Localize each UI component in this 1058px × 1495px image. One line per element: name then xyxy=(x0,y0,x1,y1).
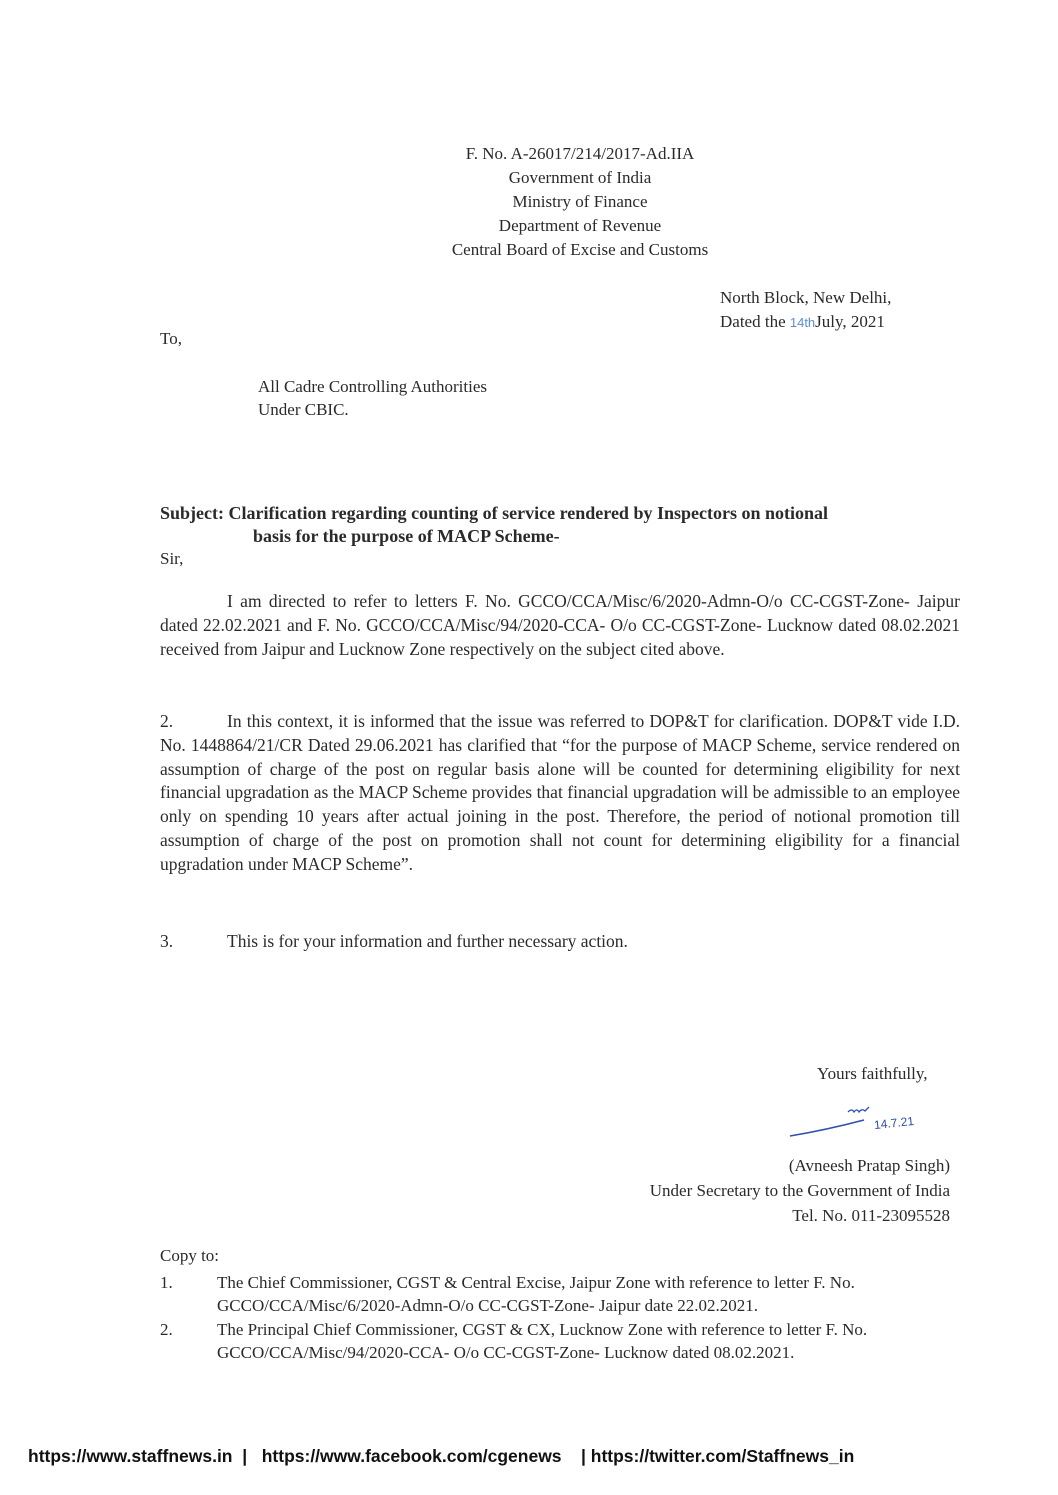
board: Central Board of Excise and Customs xyxy=(451,240,709,259)
paragraph-1: I am directed to refer to letters F. No. GCCO/CCA/Misc/6/2020-Admn-O/o CC-CGST-Zone- Jaipur dated 22.02.2021 and F. No. GCCO/CCA/Misc/94/2020-CCA- O/o CC-CGST-Zone- Lucknow dated 08.02.2021 received from Jaipur and Lucknow Zone respectively on the subject cited above. xyxy=(160,591,960,659)
paragraph-3 xyxy=(160,930,960,954)
signature-scribble-icon xyxy=(786,1098,956,1143)
copy-item xyxy=(160,1271,950,1318)
date-suffix: July, 2021 xyxy=(815,312,885,331)
handwritten-date: 14th xyxy=(789,315,816,330)
footer-links xyxy=(28,1446,854,1467)
place: North Block, New Delhi, xyxy=(720,288,892,307)
addressee xyxy=(258,375,487,421)
paragraph-text: In this context, it is informed that the issue was referred to DOP&T for clarification. DOP&T vide I.D. No. 1448864/21/CR Dated 29.06.2021 has clarified that “for the purpose of MACP Scheme, service rendered on assumption of charge of the post on regular basis alone will be counted for determining eligibility for next financial upgradation as the MACP Scheme provides that financial upgradation will be admissible to an employee only on spending 10 years after actual joining in the post. Therefore, the period of notional promotion till assumption of charge of the post on promotion shall not count for determining eligibility for a financial upgradation under MACP Scheme”. xyxy=(160,711,960,874)
copy-item xyxy=(160,1318,950,1365)
letter-header xyxy=(300,142,860,262)
signatory-block xyxy=(650,1153,950,1228)
subject xyxy=(160,502,965,548)
signature-date: 14.7.21 xyxy=(873,1113,915,1133)
paragraph-2 xyxy=(160,710,960,877)
subject-line-2: basis for the purpose of MACP Scheme- xyxy=(253,526,560,546)
paragraph-text: This is for your information and further necessary action. xyxy=(227,931,628,951)
department: Department of Revenue xyxy=(498,216,662,235)
footer-link-facebook[interactable]: https://www.facebook.com/cgenews xyxy=(261,1446,562,1466)
ministry: Ministry of Finance xyxy=(512,192,648,211)
file-number: F. No. A-26017/214/2017-Ad.IIA xyxy=(465,144,695,163)
footer-link-staffnews[interactable]: https://www.staffnews.in xyxy=(28,1446,233,1466)
closing: Yours faithfully, xyxy=(817,1064,928,1083)
paragraph-number: 3. xyxy=(160,931,174,951)
subject-label: Subject: xyxy=(160,503,224,523)
copy-item-number: 1. xyxy=(160,1272,173,1292)
footer-link-twitter[interactable]: https://twitter.com/Staffnews_in xyxy=(590,1446,855,1466)
separator: | xyxy=(561,1446,591,1466)
addressee-line: Under CBIC. xyxy=(258,400,349,419)
signatory-tel: Tel. No. 011-23095528 xyxy=(792,1206,950,1225)
signatory-designation: Under Secretary to the Government of India xyxy=(649,1181,950,1200)
copy-to-label: Copy to: xyxy=(160,1246,220,1265)
signature xyxy=(786,1098,956,1143)
copy-to xyxy=(160,1244,950,1365)
copy-item-text: The Chief Commissioner, CGST & Central Excise, Jaipur Zone with reference to letter F. No. GCCO/CCA/Misc/6/2020-Admn-O/o CC-CGST-Zone- Jaipur date 22.02.2021. xyxy=(217,1272,855,1315)
addressee-line: All Cadre Controlling Authorities xyxy=(258,377,488,396)
paragraph-number: 2. xyxy=(160,711,174,731)
date-line xyxy=(720,310,885,335)
copy-item-number: 2. xyxy=(160,1319,173,1339)
signatory-name: (Avneesh Pratap Singh) xyxy=(788,1156,950,1175)
copy-item-text: The Principal Chief Commissioner, CGST & CX, Lucknow Zone with reference to letter F. No. GCCO/CCA/Misc/94/2020-CCA- O/o CC-CGST-Zone- Lucknow dated 08.02.2021. xyxy=(217,1319,868,1362)
salutation: Sir, xyxy=(160,549,184,568)
separator: | xyxy=(232,1446,262,1466)
to-label: To, xyxy=(160,329,182,348)
subject-line-1: Clarification regarding counting of service rendered by Inspectors on notional xyxy=(228,503,828,523)
date-prefix: Dated the xyxy=(720,312,786,331)
government: Government of India xyxy=(508,168,652,187)
